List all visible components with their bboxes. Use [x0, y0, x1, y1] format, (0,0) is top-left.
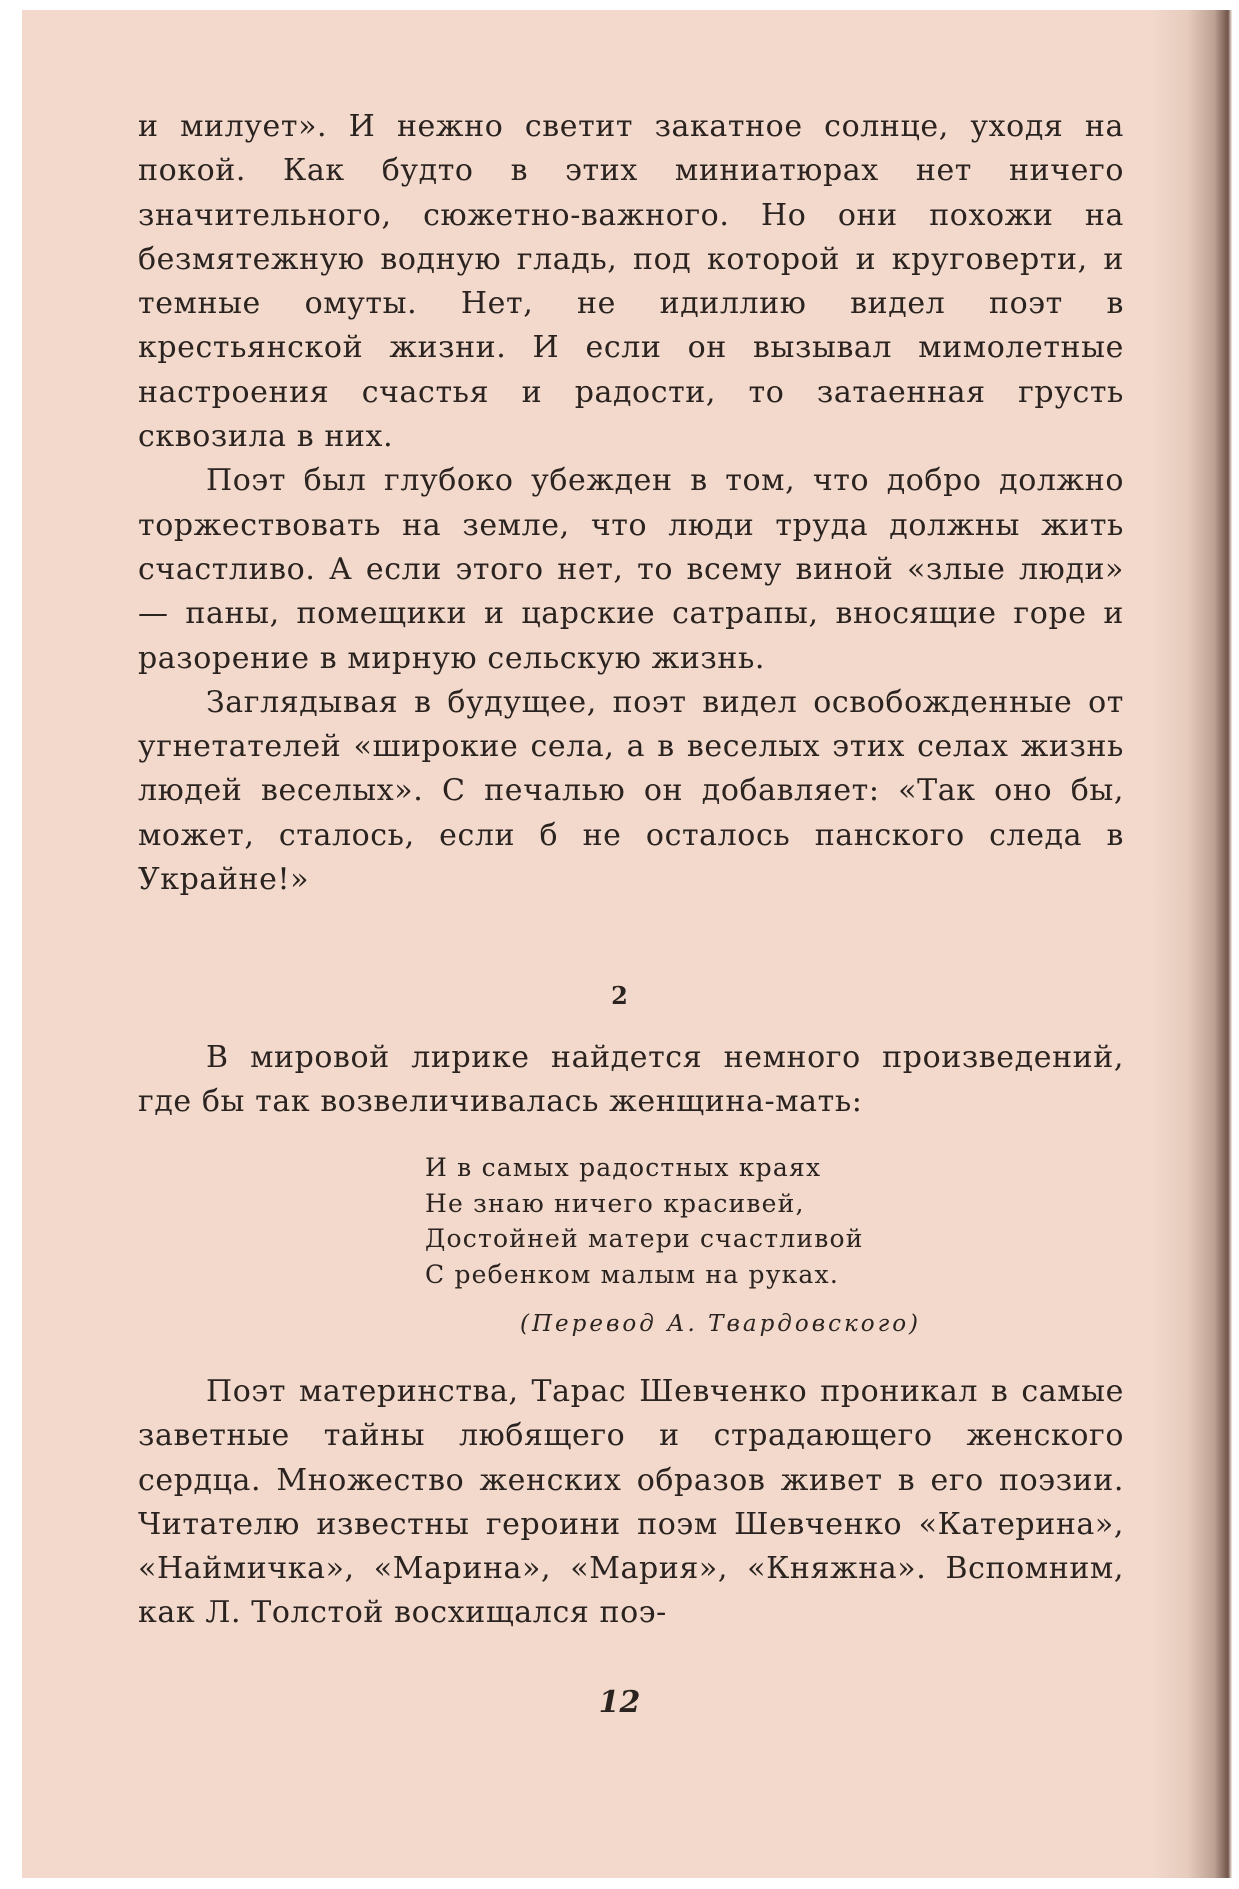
final-paragraph: Поэт материнства, Тарас Шевченко проникал в самые заветные тайны любящего и страдающего женского сердца. Множество женских образов живет в его поэзии. Читателю известны героини поэм Шевченко «Катерина», «Наймичка», «Марина», «Мария», «Княжна». Вспомним, как Л. Толстой восхищался поэ- [138, 1374, 1124, 1631]
top-text-block [138, 105, 1124, 902]
section-number: 2 [611, 981, 628, 1010]
poem-quote [425, 1150, 864, 1292]
poem-line: Достойней матери счастливой [425, 1224, 864, 1253]
paragraph-1: и милует». И нежно светит закатное солнце, уходя на покой. Как будто в этих миниатюрах нет ничего значительного, сюжетно-важного. Но они похожи на безмятежную водную гладь, под которой и круговерти, и темные омуты. Нет, не идиллию видел поэт в крестьянской жизни. И если он вызывал мимолетные настроения счастья и радости, то затаенная грусть сквозила в них. [138, 109, 1124, 455]
intro-paragraph: В мировой лирике найдется немного произведений, где бы так возвеличивалась женщина-мать: [138, 1040, 1124, 1120]
page-number: 12 [598, 1685, 641, 1720]
paragraph-3: Заглядывая в будущее, поэт видел освобожденные от угнетателей «широкие села, а в веселых этих селах жизнь людей веселых». С печалью он добавляет: «Так оно бы, может, сталось, если б не осталось панского следа в Украйне!» [138, 684, 1124, 898]
final-text-block [138, 1370, 1124, 1636]
poem-line: И в самых радостных краях [425, 1153, 822, 1182]
poem-line: Не знаю ничего красивей, [425, 1188, 805, 1218]
page-gutter-shadow [1152, 10, 1232, 1878]
intro-text-block [138, 1036, 1124, 1125]
translation-attribution: (Перевод А. Твардовского) [520, 1311, 922, 1337]
paragraph-2: Поэт был глубоко убежден в том, что добро должно торжествовать на земле, что люди труда должны жить счастливо. А если этого нет, то всему виной «злые люди» — паны, помещики и царские сатрапы, вносящие горе и разорение в мирную сельскую жизнь. [138, 463, 1124, 676]
poem-line: С ребенком малым на руках. [425, 1259, 839, 1289]
